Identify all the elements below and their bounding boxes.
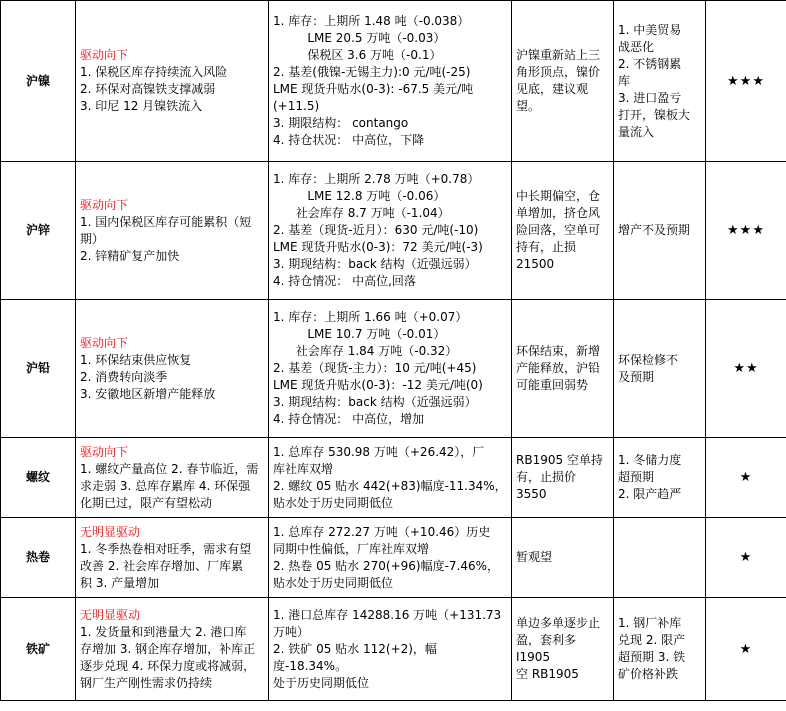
drive-factor: 化期已过，限产有望松动 xyxy=(80,495,213,510)
drive-factor: 积 3. 产量增加 xyxy=(80,575,160,590)
fundamental-item: (+11.5) xyxy=(273,99,320,113)
table-body xyxy=(1,1,786,701)
fundamental-item: 4. 持仓情况： 中高位，增加 xyxy=(273,412,425,426)
risk-item: 矿价格补跌 xyxy=(618,667,679,681)
fundamental-item: 1. 港口总库存 14288.16 万吨（+131.73 xyxy=(273,607,502,622)
drive-direction: 驱动向下 xyxy=(80,335,129,350)
risk-item: 战恶化 xyxy=(618,39,655,54)
fundamental-item: 3. 期限结构： contango xyxy=(273,116,409,130)
strategy-text: 见底，建议观望。 xyxy=(516,82,589,113)
risk-item: 增产不及预期 xyxy=(618,223,691,237)
drive-direction: 无明显驱动 xyxy=(80,607,141,622)
fundamental-item: LME 20.5 万吨（-0.03） xyxy=(273,31,446,45)
commodity-name: 螺纹 xyxy=(1,438,76,518)
fundamental-item: 社会库存 1.84 万吨（-0.32） xyxy=(273,344,458,358)
drive-direction: 驱动向下 xyxy=(80,444,129,459)
table-row xyxy=(1,162,786,300)
drive-direction: 无明显驱动 xyxy=(80,524,141,539)
strategy-view-cell xyxy=(512,300,614,438)
strategy-text: 暂观望 xyxy=(516,550,553,564)
strategy-view-cell xyxy=(512,518,614,598)
fundamental-item: LME 现货升贴水(0-3)：-12 美元/吨(0) xyxy=(273,378,483,392)
risk-cell xyxy=(614,1,706,162)
fundamentals-cell xyxy=(269,518,512,598)
strategy-view-cell xyxy=(512,438,614,518)
commodity-name: 沪镍 xyxy=(1,1,76,162)
drive-factor: 2. 环保对高镍铁支撑减弱 xyxy=(80,82,216,96)
commodity-name: 铁矿 xyxy=(1,598,76,701)
risk-item: 3. 进口盈亏 xyxy=(618,90,682,105)
drive-factor: 改善 2. 社会库存增加、厂库累 xyxy=(80,558,244,573)
risk-cell xyxy=(614,598,706,701)
fundamental-item: 保税区 3.6 万吨（-0.1） xyxy=(273,48,442,62)
fundamental-item: 库社库双增 xyxy=(273,461,334,476)
drive-factor: 1. 发货量和到港量大 2. 港口库 xyxy=(80,624,247,639)
strategy-text: 单增加，挤仓风 xyxy=(516,206,601,220)
risk-item: 1. 中美贸易 xyxy=(618,22,682,37)
risk-item: 2. 限产趋严 xyxy=(618,487,682,501)
rating-stars: ★ xyxy=(706,438,786,518)
strategy-view-cell xyxy=(512,1,614,162)
strategy-text: 环保结束，新增 xyxy=(516,344,601,358)
drive-cell xyxy=(76,162,269,300)
fundamental-item: LME 12.8 万吨（-0.06） xyxy=(273,189,446,203)
rating-stars: ★ xyxy=(706,518,786,598)
drive-factor: 3. 安徽地区新增产能释放 xyxy=(80,386,216,401)
rating-stars: ★ xyxy=(706,598,786,701)
strategy-view-cell xyxy=(512,162,614,300)
drive-cell xyxy=(76,300,269,438)
commodity-name: 沪锌 xyxy=(1,162,76,300)
risk-cell xyxy=(614,300,706,438)
drive-factor: 2. 消费转向淡季 xyxy=(80,369,168,384)
fundamental-item: 3. 期现结构：back 结构（近强远弱） xyxy=(273,257,477,271)
risk-item: 兑现 2. 限产 xyxy=(618,633,686,647)
rating-stars: ★★★ xyxy=(706,162,786,300)
drive-factor: 求走弱 3. 总库存累库 4. 环保强 xyxy=(80,478,251,493)
risk-item: 超预期 xyxy=(618,470,655,484)
commodity-name: 沪铅 xyxy=(1,300,76,438)
fundamental-item: 3. 期现结构：back 结构（近强远弱） xyxy=(273,395,477,409)
drive-factor: 1. 螺纹产量高位 2. 春节临近，需 xyxy=(80,461,259,476)
fundamental-item: 2. 基差（现货-近月）：630 元/吨(-10) xyxy=(273,223,479,237)
risk-cell xyxy=(614,438,706,518)
strategy-text: RB1905 空单持 xyxy=(516,453,603,467)
strategy-text: 沪镍重新站上三 xyxy=(516,48,601,62)
fundamental-item: 1. 库存：上期所 1.66 吨（+0.07） xyxy=(273,310,468,324)
strategy-text: 空 RB1905 xyxy=(516,667,579,681)
risk-item: 2. 不锈钢累 xyxy=(618,56,682,71)
fundamental-item: 万吨） xyxy=(273,624,310,639)
fundamental-item: 处于历史同期低位 xyxy=(273,675,370,690)
drive-factor: 期） xyxy=(80,231,105,246)
risk-cell xyxy=(614,518,706,598)
fundamentals-cell xyxy=(269,162,512,300)
risk-cell xyxy=(614,162,706,300)
table-row xyxy=(1,1,786,162)
strategy-text: 可能重回弱势 xyxy=(516,378,589,392)
drive-factor: 3. 印尼 12 月镍铁流入 xyxy=(80,99,203,113)
fundamental-item: 2. 基差(俄镍-无锡主力):0 元/吨(-25) xyxy=(273,65,471,79)
fundamental-item: 4. 持仓情况： 中高位,回落 xyxy=(273,274,416,288)
risk-item: 超预期 3. 铁 xyxy=(618,650,686,664)
commodity-name: 热卷 xyxy=(1,518,76,598)
risk-item: 库 xyxy=(618,73,631,88)
fundamentals-cell xyxy=(269,1,512,162)
fundamental-item: 同期中性偏低，厂库社库双增 xyxy=(273,541,430,556)
fundamental-item: 4. 持仓状况： 中高位，下降 xyxy=(273,133,425,147)
drive-direction: 驱动向下 xyxy=(80,48,129,62)
drive-factor: 存增加 3. 钢企库存增加，补库正 xyxy=(80,641,256,656)
fundamental-item: 社会库存 8.7 万吨（-1.04） xyxy=(273,206,450,220)
table-row xyxy=(1,300,786,438)
strategy-text: 险回落，空单可 xyxy=(516,223,601,237)
drive-cell xyxy=(76,518,269,598)
strategy-text: 中长期偏空，仓 xyxy=(516,189,601,203)
fundamental-item: 1. 总库存 530.98 万吨（+26.42），厂 xyxy=(273,444,485,459)
fundamental-item: LME 10.7 万吨（-0.01） xyxy=(273,327,446,341)
drive-factor: 逐步兑现 4. 环保力度或将减弱， xyxy=(80,658,256,673)
drive-direction: 驱动向下 xyxy=(80,197,129,212)
risk-item: 环保检修不 xyxy=(618,352,679,367)
risk-item: 1. 冬储力度 xyxy=(618,453,682,467)
table-row xyxy=(1,598,786,701)
fundamentals-cell xyxy=(269,598,512,701)
risk-item: 量流入 xyxy=(618,124,655,139)
rating-stars: ★★ xyxy=(706,300,786,438)
fundamental-item: 2. 铁矿 05 贴水 112(+2)，幅度-18.34%。 xyxy=(273,641,437,673)
strategy-text: 有，止损价 3550 xyxy=(516,470,580,501)
fundamental-item: 1. 库存：上期所 1.48 吨（-0.038） xyxy=(273,14,470,28)
strategy-view-cell xyxy=(512,598,614,701)
fundamental-item: LME 现货升贴水(0-3)：72 美元/吨(-3) xyxy=(273,240,483,254)
fundamental-item: 2. 螺纹 05 贴水 442(+83)幅度-11.34%， xyxy=(273,478,507,493)
strategy-text: 角形顶点，镍价 xyxy=(516,65,601,79)
risk-item: 1. 钢厂补库 xyxy=(618,616,682,630)
drive-factor: 1. 国内保税区库存可能累积（短 xyxy=(80,214,252,229)
fundamentals-cell xyxy=(269,300,512,438)
fundamental-item: LME 现货升贴水(0-3): -67.5 美元/吨 xyxy=(273,82,474,96)
table-row xyxy=(1,518,786,598)
fundamental-item: 贴水处于历史同期低位 xyxy=(273,575,394,590)
strategy-text: 盈，套利多 I1905 xyxy=(516,633,580,664)
fundamental-item: 2. 热卷 05 贴水 270(+96)幅度-7.46%， xyxy=(273,558,500,573)
strategy-text: 产能释放，沪铅 xyxy=(516,361,601,375)
fundamental-item: 1. 总库存 272.27 万吨（+10.46）历史 xyxy=(273,524,491,539)
drive-factor: 钢厂生产刚性需求仍持续 xyxy=(80,675,213,690)
fundamental-item: 1. 库存：上期所 2.78 万吨（+0.78） xyxy=(273,172,480,186)
rating-stars: ★★★ xyxy=(706,1,786,162)
drive-cell xyxy=(76,1,269,162)
drive-cell xyxy=(76,438,269,518)
fundamental-item: 贴水处于历史同期低位 xyxy=(273,495,394,510)
risk-item: 及预期 xyxy=(618,369,655,384)
fundamental-item: 2. 基差（现货-主力）：10 元/吨(+45) xyxy=(273,361,477,375)
fundamentals-cell xyxy=(269,438,512,518)
drive-cell xyxy=(76,598,269,701)
drive-factor: 1. 冬季热卷相对旺季，需求有望 xyxy=(80,541,252,556)
table-row xyxy=(1,438,786,518)
drive-factor: 1. 环保结束供应恢复 xyxy=(80,352,192,367)
risk-item: 打开，镍板大 xyxy=(618,107,691,122)
drive-factor: 2. 锌精矿复产加快 xyxy=(80,248,180,263)
strategy-text: 单边多单逐步止 xyxy=(516,616,601,630)
drive-factor: 1. 保税区库存持续流入风险 xyxy=(80,65,228,79)
strategy-text: 持有，止损21500 xyxy=(516,240,577,271)
